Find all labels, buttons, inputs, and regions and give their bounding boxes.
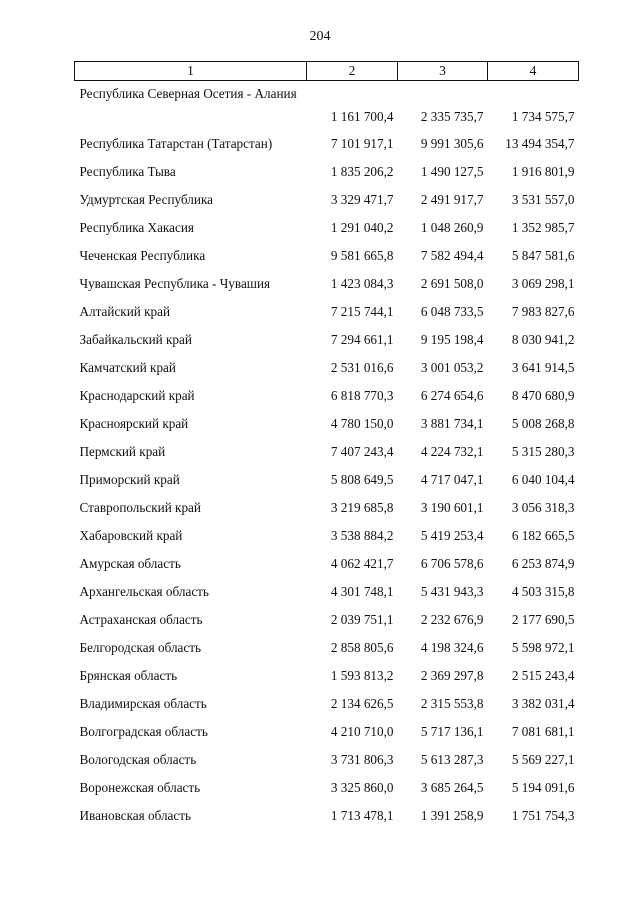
- value-col-4-cell: 3 531 557,0: [511, 192, 575, 207]
- table-row: [75, 690, 579, 718]
- table-row: [75, 326, 579, 354]
- region-name-cell: Камчатский край: [79, 360, 176, 375]
- region-name-cell: Вологодская область: [79, 752, 197, 767]
- header-row: [75, 62, 579, 81]
- region-name-cell: Ставропольский край: [79, 500, 201, 515]
- table-row: [75, 578, 579, 606]
- value-col-2-cell: 5 808 649,5: [330, 472, 394, 487]
- value-col-3-cell: 2 691 508,0: [420, 276, 484, 291]
- region-name-cell: Краснодарский край: [79, 388, 195, 403]
- value-col-2-cell: 1 291 040,2: [330, 220, 394, 235]
- value-col-2-cell: 1 593 813,2: [330, 668, 394, 683]
- value-col-2-cell: 2 858 805,6: [330, 640, 394, 655]
- value-col-3-cell: 2 335 735,7: [420, 109, 484, 124]
- value-col-2-cell: 3 325 860,0: [330, 780, 394, 795]
- value-col-4-cell: 7 983 827,6: [511, 304, 575, 319]
- value-col-4-cell: 5 194 091,6: [511, 780, 575, 795]
- value-col-2-cell: 1 423 084,3: [330, 276, 394, 291]
- value-col-4-cell: 2 177 690,5: [511, 612, 575, 627]
- table-row: [75, 382, 579, 410]
- value-col-4-cell: 6 253 874,9: [511, 556, 575, 571]
- value-col-2-cell: 2 531 016,6: [330, 360, 394, 375]
- value-col-3-cell: 3 685 264,5: [420, 780, 484, 795]
- table-row: [75, 354, 579, 382]
- value-col-3-cell: 1 490 127,5: [420, 164, 484, 179]
- value-col-4-cell: 7 081 681,1: [511, 724, 575, 739]
- page-number: 204: [309, 29, 331, 44]
- value-col-3-cell: 7 582 494,4: [420, 248, 484, 263]
- value-col-2-cell: 1 835 206,2: [330, 164, 394, 179]
- value-col-3-cell: 9 195 198,4: [420, 332, 484, 347]
- region-name-cell: Республика Тыва: [79, 164, 176, 179]
- value-col-3-cell: 2 369 297,8: [420, 668, 484, 683]
- value-col-2-cell: 3 329 471,7: [330, 192, 394, 207]
- region-name-cell: Хабаровский край: [79, 528, 183, 543]
- value-col-3-cell: 6 706 578,6: [420, 556, 484, 571]
- value-col-2-cell: 4 062 421,7: [330, 556, 394, 571]
- region-name-cell: Чеченская Республика: [79, 248, 206, 263]
- value-col-4-cell: 4 503 315,8: [511, 584, 575, 599]
- table-row: [75, 158, 579, 186]
- region-name-cell: Волгоградская область: [79, 724, 208, 739]
- region-name-cell: Астраханская область: [79, 612, 203, 627]
- value-col-2-cell: 7 215 744,1: [330, 304, 394, 319]
- header-col-3: 3: [398, 62, 488, 81]
- value-col-4-cell: 3 069 298,1: [511, 276, 575, 291]
- region-name-cell: Воронежская область: [79, 780, 201, 795]
- table-row: [75, 214, 579, 242]
- value-col-4-cell: 8 470 680,9: [511, 388, 575, 403]
- region-name-cell: Республика Татарстан (Татарстан): [79, 136, 273, 151]
- value-col-3-cell: 3 881 734,1: [420, 416, 484, 431]
- table-row: [75, 410, 579, 438]
- table-body: [75, 81, 579, 831]
- header-col-4: 4: [488, 62, 579, 81]
- table-row: [75, 298, 579, 326]
- value-col-4-cell: 3 641 914,5: [511, 360, 575, 375]
- table-row: [75, 606, 579, 634]
- value-col-2-cell: 3 731 806,3: [330, 752, 394, 767]
- value-col-3-cell: 5 431 943,3: [420, 584, 484, 599]
- table-row: [75, 802, 579, 830]
- table-row: [75, 242, 579, 270]
- region-name-cell: Амурская область: [79, 556, 181, 571]
- table-row: [75, 186, 579, 214]
- value-col-2-cell: 4 210 710,0: [330, 724, 394, 739]
- value-col-2-cell: 2 039 751,1: [330, 612, 394, 627]
- header-col-2: 2: [307, 62, 398, 81]
- value-col-2-cell: 3 538 884,2: [330, 528, 394, 543]
- value-col-4-cell: 3 056 318,3: [511, 500, 575, 515]
- value-col-3-cell: 2 491 917,7: [420, 192, 484, 207]
- value-col-3-cell: 1 391 258,9: [420, 808, 484, 823]
- table-row: [75, 130, 579, 158]
- region-name-cell: Чувашская Республика - Чувашия: [79, 276, 271, 291]
- value-col-4-cell: 8 030 941,2: [511, 332, 575, 347]
- value-col-4-cell: 1 734 575,7: [511, 109, 575, 124]
- value-col-3-cell: 9 991 305,6: [420, 136, 484, 151]
- value-col-4-cell: 13 494 354,7: [505, 136, 575, 151]
- table-row: [75, 81, 579, 131]
- region-name-cell: Брянская область: [79, 668, 178, 683]
- value-col-3-cell: 5 613 287,3: [420, 752, 484, 767]
- region-name-cell: Забайкальский край: [79, 332, 192, 347]
- value-col-2-cell: 6 818 770,3: [330, 388, 394, 403]
- table-row: [75, 774, 579, 802]
- table-row: [75, 270, 579, 298]
- value-col-2-cell: 4 780 150,0: [330, 416, 394, 431]
- value-col-3-cell: 6 274 654,6: [420, 388, 484, 403]
- value-col-4-cell: 5 315 280,3: [511, 444, 575, 459]
- value-col-2-cell: 2 134 626,5: [330, 696, 394, 711]
- value-col-4-cell: 3 382 031,4: [511, 696, 575, 711]
- region-name-cell: Республика Хакасия: [79, 220, 194, 235]
- table-row: [75, 466, 579, 494]
- region-name-cell: Приморский край: [79, 472, 180, 487]
- value-col-3-cell: 3 001 053,2: [420, 360, 484, 375]
- value-col-2-cell: 1 713 478,1: [330, 808, 394, 823]
- value-col-3-cell: 2 315 553,8: [420, 696, 484, 711]
- value-col-2-cell: 7 294 661,1: [330, 332, 394, 347]
- value-col-3-cell: 3 190 601,1: [420, 500, 484, 515]
- value-col-2-cell: 4 301 748,1: [330, 584, 394, 599]
- value-col-4-cell: 5 598 972,1: [511, 640, 575, 655]
- value-col-2-cell: 1 161 700,4: [330, 109, 394, 124]
- value-col-4-cell: 2 515 243,4: [511, 668, 575, 683]
- value-col-4-cell: 1 352 985,7: [511, 220, 575, 235]
- value-col-3-cell: 5 419 253,4: [420, 528, 484, 543]
- region-name-cell: Ивановская область: [79, 808, 192, 823]
- region-name-cell: Белгородская область: [79, 640, 202, 655]
- value-col-2-cell: 7 101 917,1: [330, 136, 394, 151]
- value-col-3-cell: 6 048 733,5: [420, 304, 484, 319]
- region-name-cell: Республика Северная Осетия - Алания: [79, 86, 297, 101]
- table-row: [75, 662, 579, 690]
- table-row: [75, 438, 579, 466]
- region-name-cell: Архангельская область: [79, 584, 209, 599]
- value-col-4-cell: 1 916 801,9: [511, 164, 575, 179]
- table-header: [75, 62, 579, 81]
- region-name-cell: Пермский край: [79, 444, 166, 459]
- value-col-4-cell: 6 182 665,5: [511, 528, 575, 543]
- value-col-3-cell: 1 048 260,9: [420, 220, 484, 235]
- value-col-4-cell: 5 569 227,1: [511, 752, 575, 767]
- value-col-4-cell: 5 847 581,6: [511, 248, 575, 263]
- table-row: [75, 494, 579, 522]
- table-row: [75, 746, 579, 774]
- region-name-cell: Красноярский край: [79, 416, 189, 431]
- region-name-cell: Удмуртская Республика: [79, 192, 214, 207]
- table-row: [75, 634, 579, 662]
- value-col-3-cell: 2 232 676,9: [420, 612, 484, 627]
- value-col-4-cell: 6 040 104,4: [511, 472, 575, 487]
- table-row: [75, 550, 579, 578]
- value-col-2-cell: 3 219 685,8: [330, 500, 394, 515]
- value-col-3-cell: 4 224 732,1: [420, 444, 484, 459]
- value-col-3-cell: 4 198 324,6: [420, 640, 484, 655]
- region-name-cell: Алтайский край: [79, 304, 171, 319]
- value-col-3-cell: 5 717 136,1: [420, 724, 484, 739]
- header-col-1: 1: [75, 62, 307, 81]
- value-col-2-cell: 9 581 665,8: [330, 248, 394, 263]
- table-row: [75, 718, 579, 746]
- region-name-cell: Владимирская область: [79, 696, 207, 711]
- value-col-4-cell: 1 751 754,3: [511, 808, 575, 823]
- table-row: [75, 522, 579, 550]
- value-col-2-cell: 7 407 243,4: [330, 444, 394, 459]
- value-col-4-cell: 5 008 268,8: [511, 416, 575, 431]
- data-table: [74, 61, 579, 830]
- value-col-3-cell: 4 717 047,1: [420, 472, 484, 487]
